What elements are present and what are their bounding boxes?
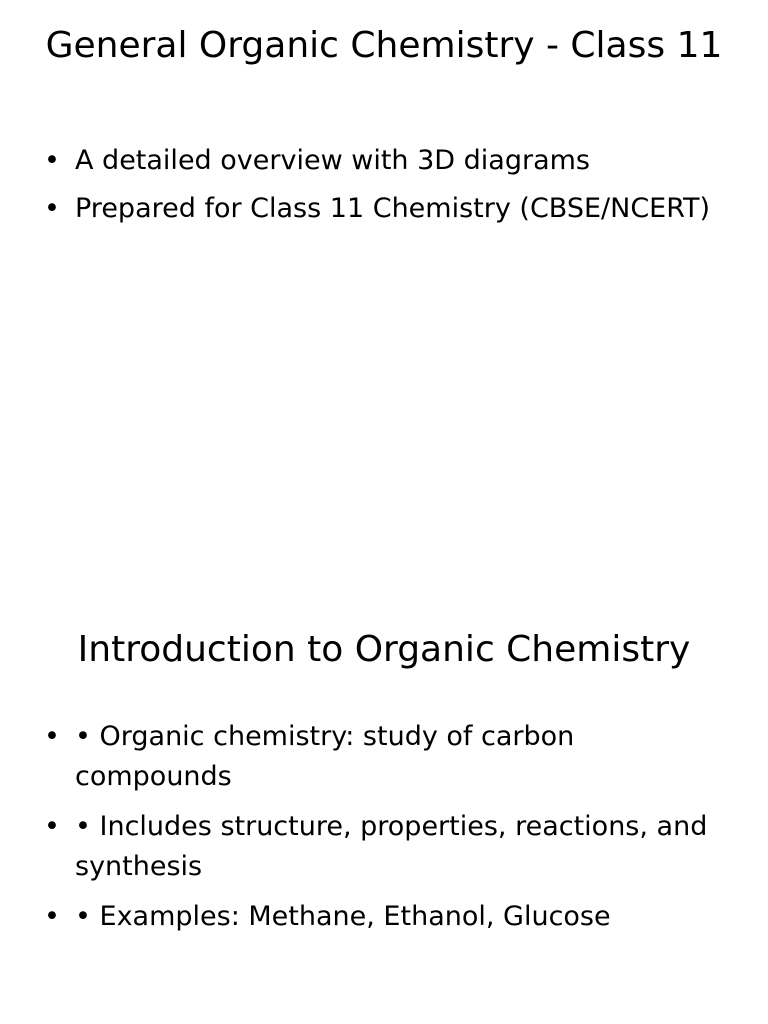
bullet-dot-icon: • <box>44 721 60 752</box>
bullet-dot-icon: • <box>44 811 60 842</box>
bullet-text: • Examples: Methane, Ethanol, Glucose <box>75 901 611 932</box>
bullet-text: A detailed overview with 3D diagrams <box>75 145 590 176</box>
bullet-item <box>44 141 734 181</box>
bullet-item <box>44 189 734 229</box>
bullet-item <box>44 717 734 797</box>
bullet-item <box>44 807 734 887</box>
bullet-text: • Organic chemistry: study of carbon compounds <box>75 721 575 792</box>
slide-introduction <box>0 512 768 1024</box>
slide-2-bullet-list <box>44 717 734 947</box>
slide-1-title: General Organic Chemistry - Class 11 <box>45 25 723 66</box>
bullet-dot-icon: • <box>44 901 60 932</box>
bullet-text: Prepared for Class 11 Chemistry (CBSE/NCERT) <box>75 193 711 224</box>
bullet-text: • Includes structure, properties, reactions, and synthesis <box>75 811 708 882</box>
slide-1-bullet-list <box>44 141 734 237</box>
bullet-dot-icon: • <box>44 145 60 176</box>
slide-2-title: Introduction to Organic Chemistry <box>77 629 691 670</box>
bullet-dot-icon: • <box>44 193 60 224</box>
bullet-item <box>44 897 734 937</box>
